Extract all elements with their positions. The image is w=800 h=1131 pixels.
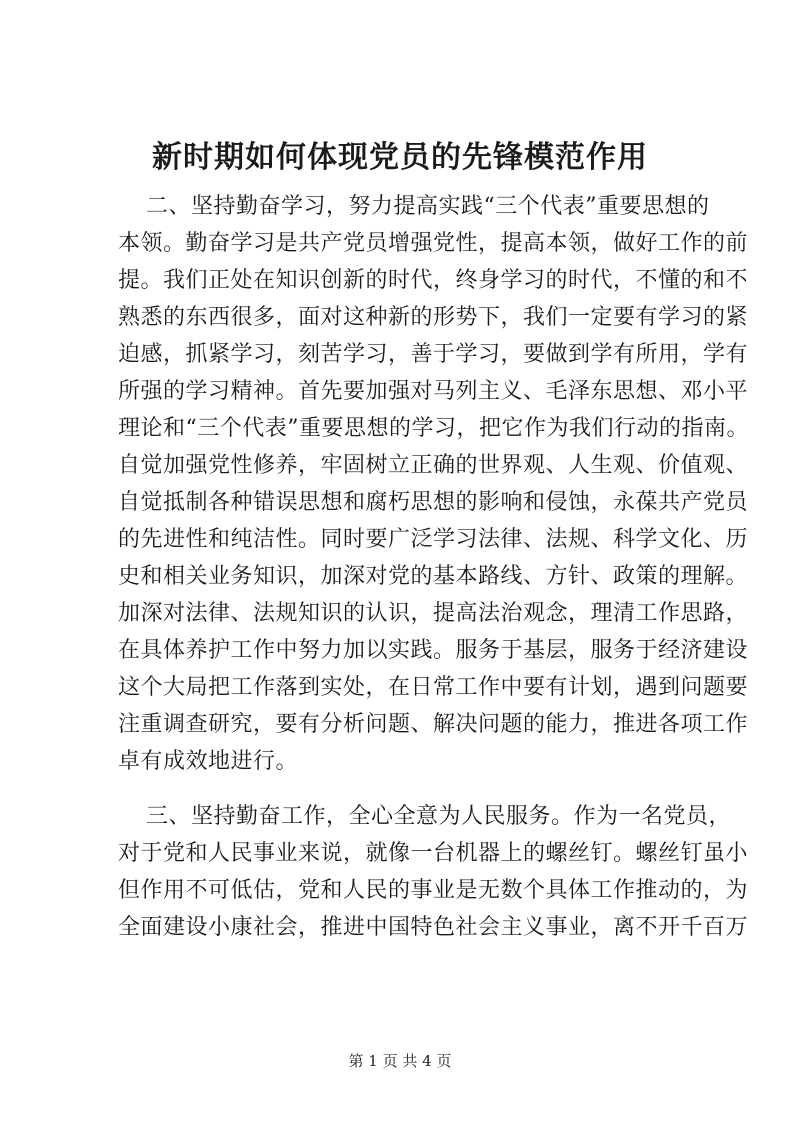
- paragraph-line: 在具体养护工作中努力加以实践。服务于基层，服务于经济建设: [118, 638, 749, 663]
- paragraph-line: 提。我们正处在知识创新的时代，终身学习的时代，不懂的和不: [118, 268, 749, 293]
- paragraph-work: [118, 798, 749, 946]
- paragraph-line: 但作用不可低估，党和人民的事业是无数个具体工作推动的，为: [118, 878, 749, 903]
- document-title: 新时期如何体现党员的先锋模范作用: [152, 140, 648, 175]
- paragraph-line: 本领。勤奋学习是共产党员增强党性，提高本领，做好工作的前: [118, 231, 749, 256]
- paragraph-line: 所强的学习精神。首先要加强对马列主义、毛泽东思想、邓小平: [118, 379, 749, 404]
- paragraph-study: [118, 188, 749, 780]
- paragraph-line: 全面建设小康社会，推进中国特色社会主义事业，离不开千百万: [118, 915, 749, 940]
- paragraph-line: 理论和“三个代表”重要思想的学习，把它作为我们行动的指南。: [118, 416, 749, 441]
- paragraph-line: 这个大局把工作落到实处，在日常工作中要有计划，遇到问题要: [118, 675, 749, 700]
- paragraph-line: 卓有成效地进行。: [118, 749, 299, 774]
- paragraph-gap: [118, 780, 698, 798]
- paragraph-line: 自觉加强党性修养，牢固树立正确的世界观、人生观、价值观、: [118, 453, 749, 478]
- page-number-footer: 第 1 页 共 4 页: [348, 1052, 452, 1070]
- paragraph-line: 对于党和人民事业来说，就像一台机器上的螺丝钉。螺丝钉虽小: [118, 841, 749, 866]
- paragraph-line: 加深对法律、法规知识的认识，提高法治观念，理清工作思路，: [118, 601, 749, 626]
- paragraph-line: 的先进性和纯洁性。同时要广泛学习法律、法规、科学文化、历: [118, 527, 749, 552]
- paragraph-line: 二、坚持勤奋学习，努力提高实践“三个代表”重要思想的: [146, 194, 710, 219]
- paragraph-line: 注重调查研究，要有分析问题、解决问题的能力，推进各项工作: [118, 712, 749, 737]
- paragraph-line: 史和相关业务知识，加深对党的基本路线、方针、政策的理解。: [118, 564, 749, 589]
- paragraph-line: 自觉抵制各种错误思想和腐朽思想的影响和侵蚀，永葆共产党员: [118, 490, 749, 515]
- paragraph-line: 三、坚持勤奋工作，全心全意为人民服务。作为一名党员，: [146, 804, 732, 829]
- paragraph-line: 迫感，抓紧学习，刻苦学习，善于学习，要做到学有所用，学有: [118, 342, 749, 367]
- document-body: [118, 188, 749, 946]
- paragraph-line: 熟悉的东西很多，面对这种新的形势下，我们一定要有学习的紧: [118, 305, 749, 330]
